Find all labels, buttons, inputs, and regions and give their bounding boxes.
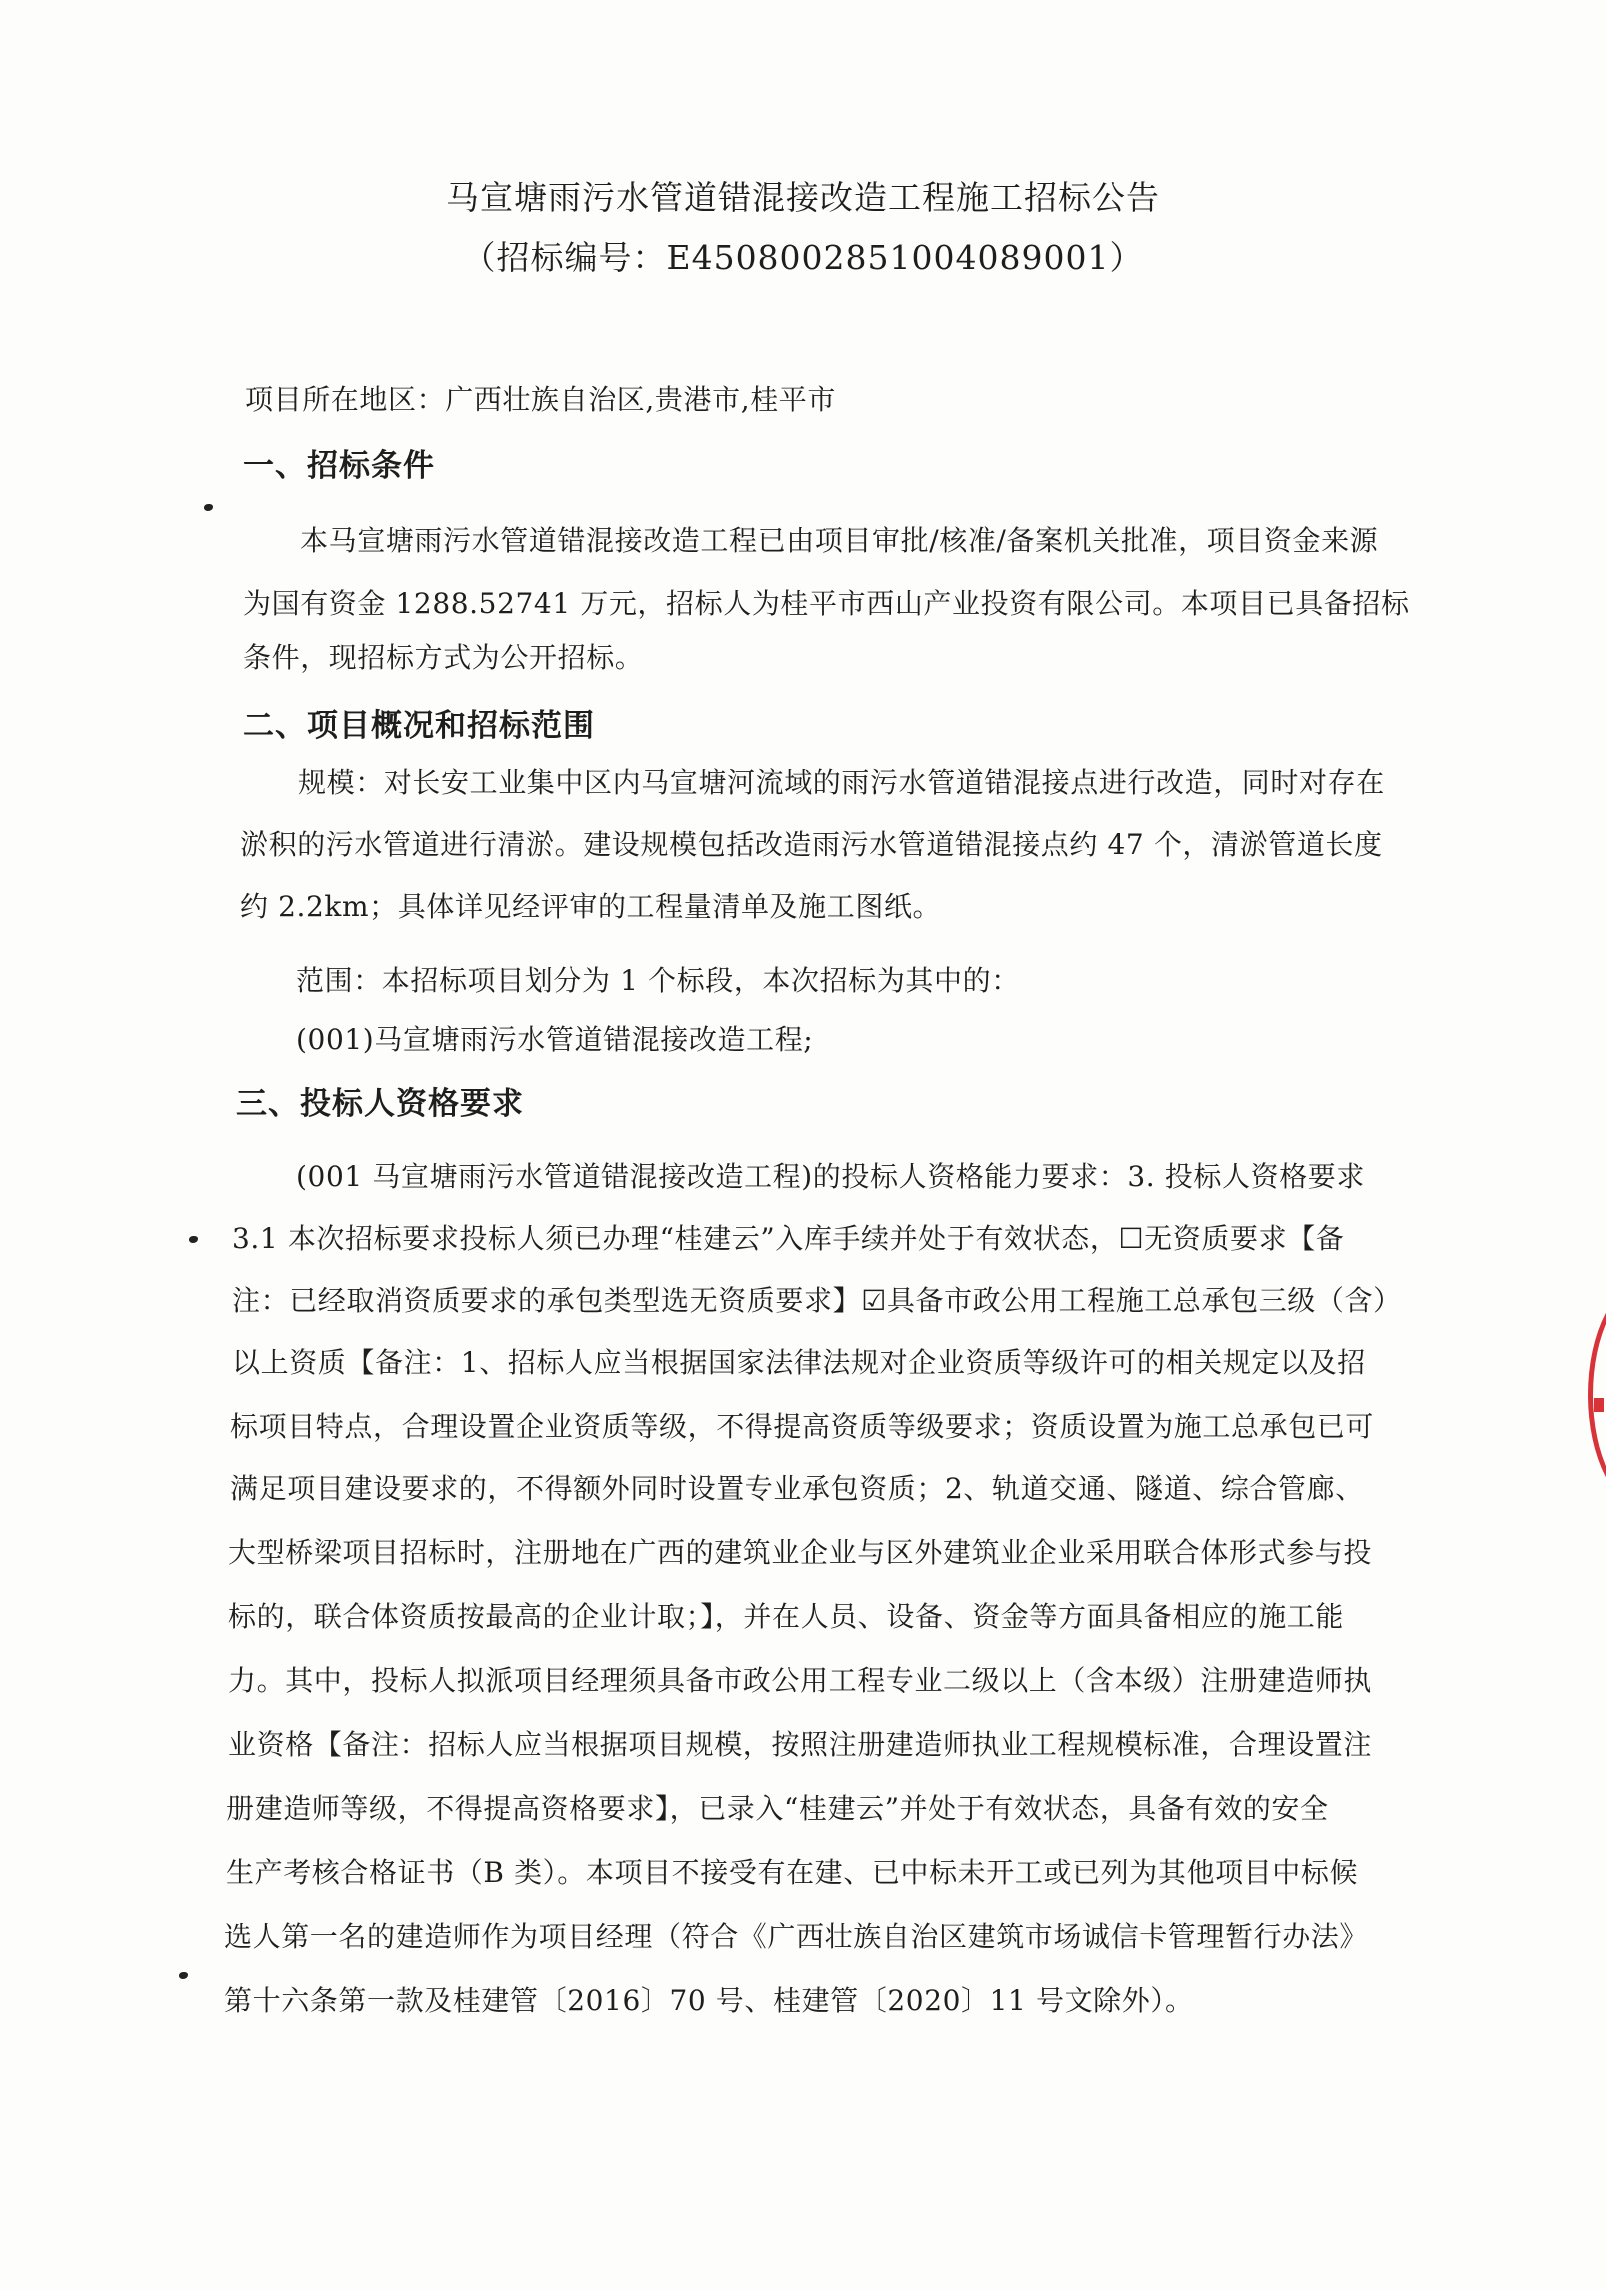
- paragraph-line: 业资格【备注：招标人应当根据项目规模，按照注册建造师执业工程规模标准，合理设置注: [228, 1728, 1373, 1761]
- paragraph-line: (001)马宣塘雨污水管道错混接改造工程;: [296, 1023, 814, 1056]
- paragraph-line: 标项目特点，合理设置企业资质等级，不得提高资质等级要求；资质设置为施工总承包已可: [230, 1410, 1375, 1443]
- official-seal-mark: [1594, 1398, 1604, 1412]
- paragraph-line: 3.1 本次招标要求投标人须已办理“桂建云”入库手续并处于有效状态，☐无资质要求【备: [232, 1222, 1345, 1255]
- paragraph-line: 范围：本招标项目划分为 1 个标段，本次招标为其中的：: [296, 964, 1020, 997]
- project-location: 项目所在地区：广西壮族自治区,贵港市,桂平市: [245, 383, 837, 416]
- paragraph-line: 满足项目建设要求的，不得额外同时设置专业承包资质；2、轨道交通、隧道、综合管廊、: [230, 1472, 1364, 1505]
- paragraph-line: (001 马宣塘雨污水管道错混接改造工程)的投标人资格能力要求：3. 投标人资格要求: [296, 1160, 1366, 1193]
- paragraph-line: 注：已经取消资质要求的承包类型选无资质要求】☑具备市政公用工程施工总承包三级（含）: [232, 1284, 1402, 1317]
- section-heading-project-overview: 二、项目概况和招标范围: [243, 708, 595, 744]
- paragraph-line: 规模：对长安工业集中区内马宣塘河流域的雨污水管道错混接点进行改造，同时对存在: [298, 766, 1385, 799]
- document-title: 马宣塘雨污水管道错混接改造工程施工招标公告: [446, 178, 1160, 217]
- paragraph-line: 条件，现招标方式为公开招标。: [243, 641, 644, 674]
- paragraph-line: 大型桥梁项目招标时，注册地在广西的建筑业企业与区外建筑业企业采用联合体形式参与投: [228, 1536, 1373, 1569]
- section-heading-bid-conditions: 一、招标条件: [243, 448, 435, 484]
- paragraph-line: 第十六条第一款及桂建管〔2016〕70 号、桂建管〔2020〕11 号文除外）。: [224, 1984, 1194, 2017]
- paragraph-line: 以上资质【备注：1、招标人应当根据国家法律法规对企业资质等级许可的相关规定以及招: [232, 1346, 1366, 1379]
- paragraph-line: 力。其中，投标人拟派项目经理须具备市政公用工程专业二级以上（含本级）注册建造师执: [228, 1664, 1373, 1697]
- paragraph-line: 标的，联合体资质按最高的企业计取；】，并在人员、设备、资金等方面具备相应的施工能: [228, 1600, 1345, 1633]
- scan-speck: [189, 1236, 198, 1243]
- paragraph-line: 淤积的污水管道进行清淤。建设规模包括改造雨污水管道错混接点约 47 个，清淤管道长度: [240, 828, 1383, 861]
- paragraph-line: 为国有资金 1288.52741 万元，招标人为桂平市西山产业投资有限公司。本项目已具备招标: [243, 587, 1410, 620]
- scan-speck: [204, 504, 213, 511]
- paragraph-line: 选人第一名的建造师作为项目经理（符合《广西壮族自治区建筑市场诚信卡管理暂行办法》: [224, 1920, 1369, 1953]
- official-seal-partial: [1588, 1280, 1606, 1510]
- section-heading-bidder-qualification: 三、投标人资格要求: [236, 1086, 524, 1122]
- paragraph-line: 生产考核合格证书（B 类）。本项目不接受有在建、已中标未开工或已列为其他项目中标候: [226, 1856, 1359, 1889]
- paragraph-line: 约 2.2km；具体详见经评审的工程量清单及施工图纸。: [240, 890, 942, 923]
- paragraph-line: 本马宣塘雨污水管道错混接改造工程已由项目审批/核准/备案机关批准，项目资金来源: [300, 524, 1379, 557]
- bid-number: （招标编号：E4508002851004089001）: [462, 238, 1144, 277]
- scan-speck: [179, 1972, 188, 1979]
- paragraph-line: 册建造师等级，不得提高资格要求】，已录入“桂建云”并处于有效状态，具备有效的安全: [226, 1792, 1329, 1825]
